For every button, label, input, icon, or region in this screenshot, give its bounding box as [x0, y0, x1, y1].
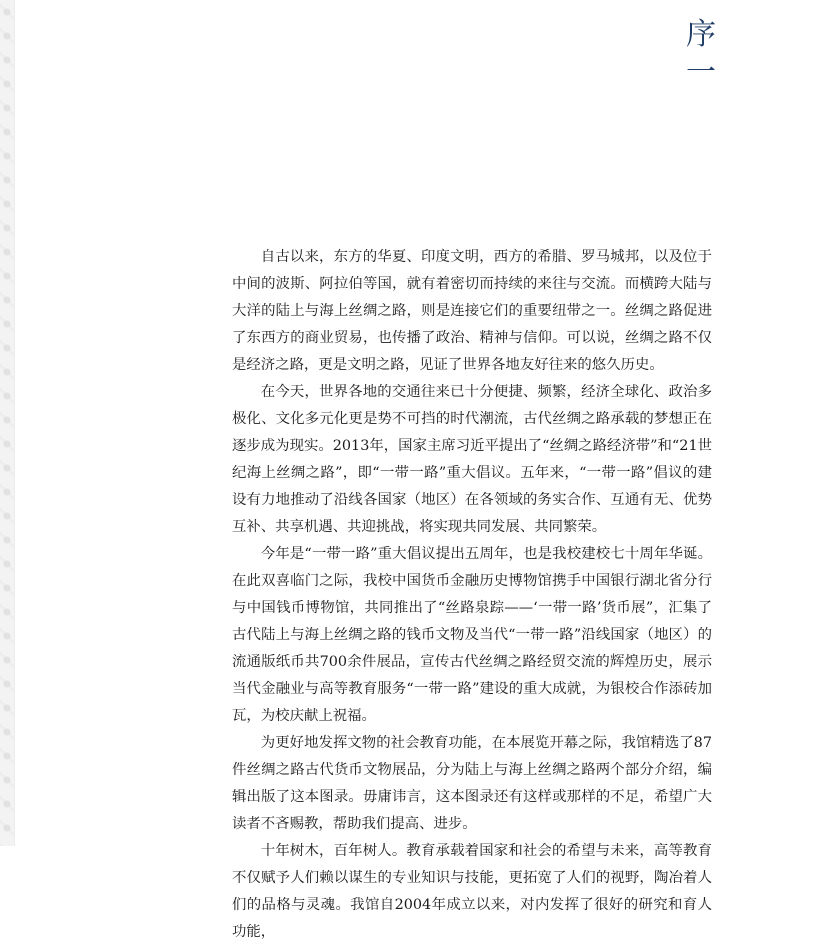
paragraph: 今年是“一带一路”重大倡议提出五周年，也是我校建校七十周年华诞。在此双喜临门之际，我校中国货币金融历史博物馆携手中国银行湖北省分行与中国钱币博物馆，共同推出了“丝路泉踪——‘一带一路’货币展”，汇集了古代陆上与海上丝绸之路的钱币文物及当代“一带一路”沿线国家（地区）的流通版纸币共700余件展品，宣传古代丝绸之路经贸交流的辉煌历史，展示当代金融业与高等教育服务“一带一路”建设的重大成就，为银校合作添砖加瓦，为校庆献上祝福。: [232, 546, 712, 724]
title-char-1: 序: [686, 17, 716, 52]
body-text: [232, 244, 712, 946]
decorative-left-border: [0, 0, 15, 846]
paragraph: 为更好地发挥文物的社会教育功能，在本展览开幕之际，我馆精选了87件丝绸之路古代货币文物展品，分为陆上与海上丝绸之路两个部分介绍，编辑出版了这本图录。毋庸讳言，这本图录还有这样或那样的不足，希望广大读者不吝赐教，帮助我们提高、进步。: [232, 735, 712, 832]
title-char-2: 一: [686, 55, 716, 90]
paragraph: 自古以来，东方的华夏、印度文明，西方的希腊、罗马城邦，以及位于中间的波斯、阿拉伯等国，就有着密切而持续的来往与交流。而横跨大陆与大洋的陆上与海上丝绸之路，则是连接它们的重要纽带之一。丝绸之路促进了东西方的商业贸易，也传播了政治、精神与信仰。可以说，丝绸之路不仅是经济之路，更是文明之路，见证了世界各地友好往来的悠久历史。: [232, 249, 712, 373]
page-title: [681, 16, 721, 92]
paragraph: 十年树木，百年树人。教育承载着国家和社会的希望与未来，高等教育不仅赋予人们赖以谋生的专业知识与技能，更拓宽了人们的视野，陶冶着人们的品格与灵魂。我馆自2004年成立以来，对内发挥了很好的研究和育人功能，: [232, 843, 712, 940]
paragraph: 在今天，世界各地的交通往来已十分便捷、频繁，经济全球化、政治多极化、文化多元化更是势不可挡的时代潮流，古代丝绸之路承载的梦想正在逐步成为现实。2013年，国家主席习近平提出了“丝绸之路经济带”和“21世纪海上丝绸之路”，即“一带一路”重大倡议。五年来，“一带一路”倡议的建设有力地推动了沿线各国家（地区）在各领域的务实合作、互通有无、优势互补、共享机遇、共迎挑战，将实现共同发展、共同繁荣。: [232, 384, 712, 535]
